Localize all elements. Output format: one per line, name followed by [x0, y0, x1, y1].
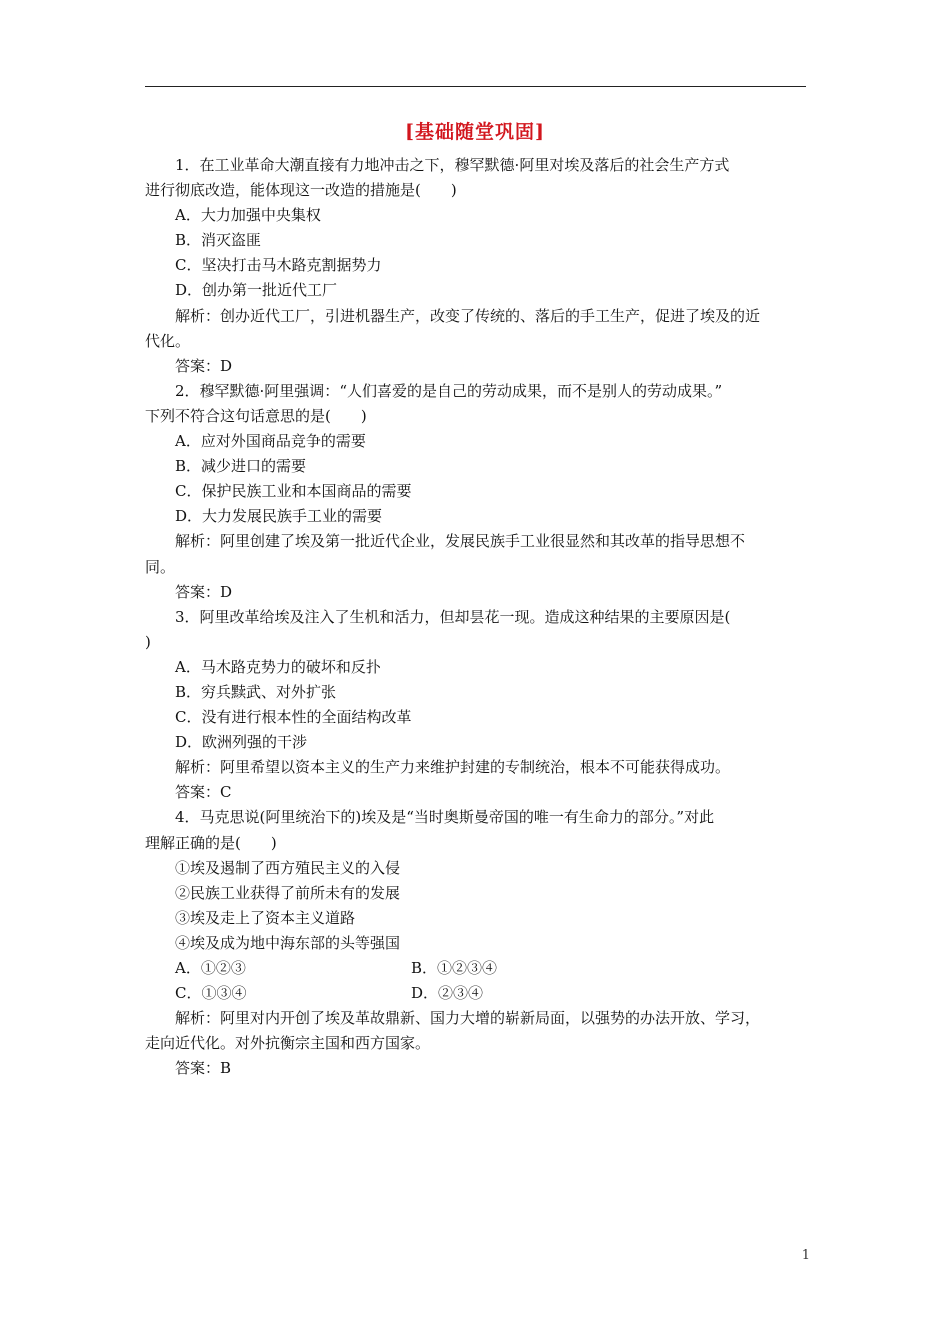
question-1-option-a: A．大力加强中央集权 [175, 206, 321, 225]
question-4-statement-3: ③埃及走上了资本主义道路 [175, 908, 356, 927]
question-2-option-b: B．减少进口的需要 [175, 457, 307, 476]
question-3-option-b: B．穷兵黩武、对外扩张 [175, 682, 337, 701]
question-4-stem-line-1: 4．马克思说(阿里统治下的)埃及是“当时奥斯曼帝国的唯一有生命力的部分。”对此 [175, 808, 715, 827]
question-4-analysis-line-2: 走向近代化。对外抗衡宗主国和西方国家。 [145, 1034, 431, 1053]
question-4-options-row-2 [145, 981, 806, 1006]
question-3-stem-line-2: ) [145, 632, 151, 651]
question-4-answer: 答案：B [175, 1059, 232, 1078]
question-1-option-b: B．消灭盗匪 [175, 231, 262, 250]
question-3-option-a: A．马木路克势力的破坏和反扑 [175, 657, 381, 676]
question-3-option-c: C．没有进行根本性的全面结构改革 [175, 708, 412, 727]
question-4-analysis-line-1: 解析：阿里对内开创了埃及革故鼎新、国力大增的崭新局面，以强势的办法开放、学习， [175, 1009, 761, 1028]
question-1-analysis-line-1: 解析：创办近代工厂，引进机器生产，改变了传统的、落后的手工生产，促进了埃及的近 [175, 306, 761, 325]
question-2-stem-line-2: 下列不符合这句话意思的是( ) [145, 406, 367, 425]
question-4-option-c: C．①③④ [175, 984, 247, 1003]
question-2-stem-line-1: 2．穆罕默德·阿里强调：“人们喜爱的是自己的劳动成果，而不是别人的劳动成果。” [175, 381, 723, 400]
question-2-analysis-line-1: 解析：阿里创建了埃及第一批近代企业，发展民族手工业很显然和其改革的指导思想不 [175, 532, 746, 551]
question-2-option-a: A．应对外国商品竞争的需要 [175, 432, 366, 451]
question-2-option-d: D．大力发展民族手工业的需要 [175, 507, 383, 526]
section-title: [基础随堂巩固] [405, 121, 545, 143]
question-4-statement-4: ④埃及成为地中海东部的头等强国 [175, 933, 401, 952]
question-2-answer: 答案：D [175, 582, 233, 601]
question-1-answer: 答案：D [175, 356, 233, 375]
question-2-option-c: C．保护民族工业和本国商品的需要 [175, 482, 412, 501]
question-4-option-b: B．①②③④ [411, 959, 498, 977]
question-4-options-row-1 [145, 956, 806, 981]
question-3-option-d: D．欧洲列强的干涉 [175, 733, 308, 752]
question-4-stem-line-2: 理解正确的是( ) [145, 833, 277, 852]
question-4-statement-1: ①埃及遏制了西方殖民主义的入侵 [175, 858, 401, 877]
question-4-statement-2: ②民族工业获得了前所未有的发展 [175, 883, 401, 902]
question-3-stem-line-1: 3．阿里改革给埃及注入了生机和活力，但却昙花一现。造成这种结果的主要原因是( [175, 607, 731, 626]
question-2-analysis-line-2: 同。 [145, 557, 176, 576]
document-body [145, 153, 806, 1081]
question-4-option-d: D．②③④ [411, 984, 484, 1003]
question-1-stem-line-1: 1．在工业革命大潮直接有力地冲击之下，穆罕默德·阿里对埃及落后的社会生产方式 [175, 156, 730, 174]
page-number: 1 [801, 1248, 810, 1263]
question-1-analysis-line-2: 代化。 [145, 331, 191, 350]
question-3-answer: 答案：C [175, 783, 232, 802]
question-1-stem-line-2: 进行彻底改造，能体现这一改造的措施是( ) [145, 181, 457, 200]
question-3-analysis: 解析：阿里希望以资本主义的生产力来维护封建的专制统治，根本不可能获得成功。 [175, 758, 731, 777]
question-1-option-d: D．创办第一批近代工厂 [175, 281, 338, 300]
question-4-option-a: A．①②③ [175, 959, 246, 977]
header-rule [145, 86, 806, 87]
question-1-option-c: C．坚决打击马木路克割据势力 [175, 256, 382, 275]
